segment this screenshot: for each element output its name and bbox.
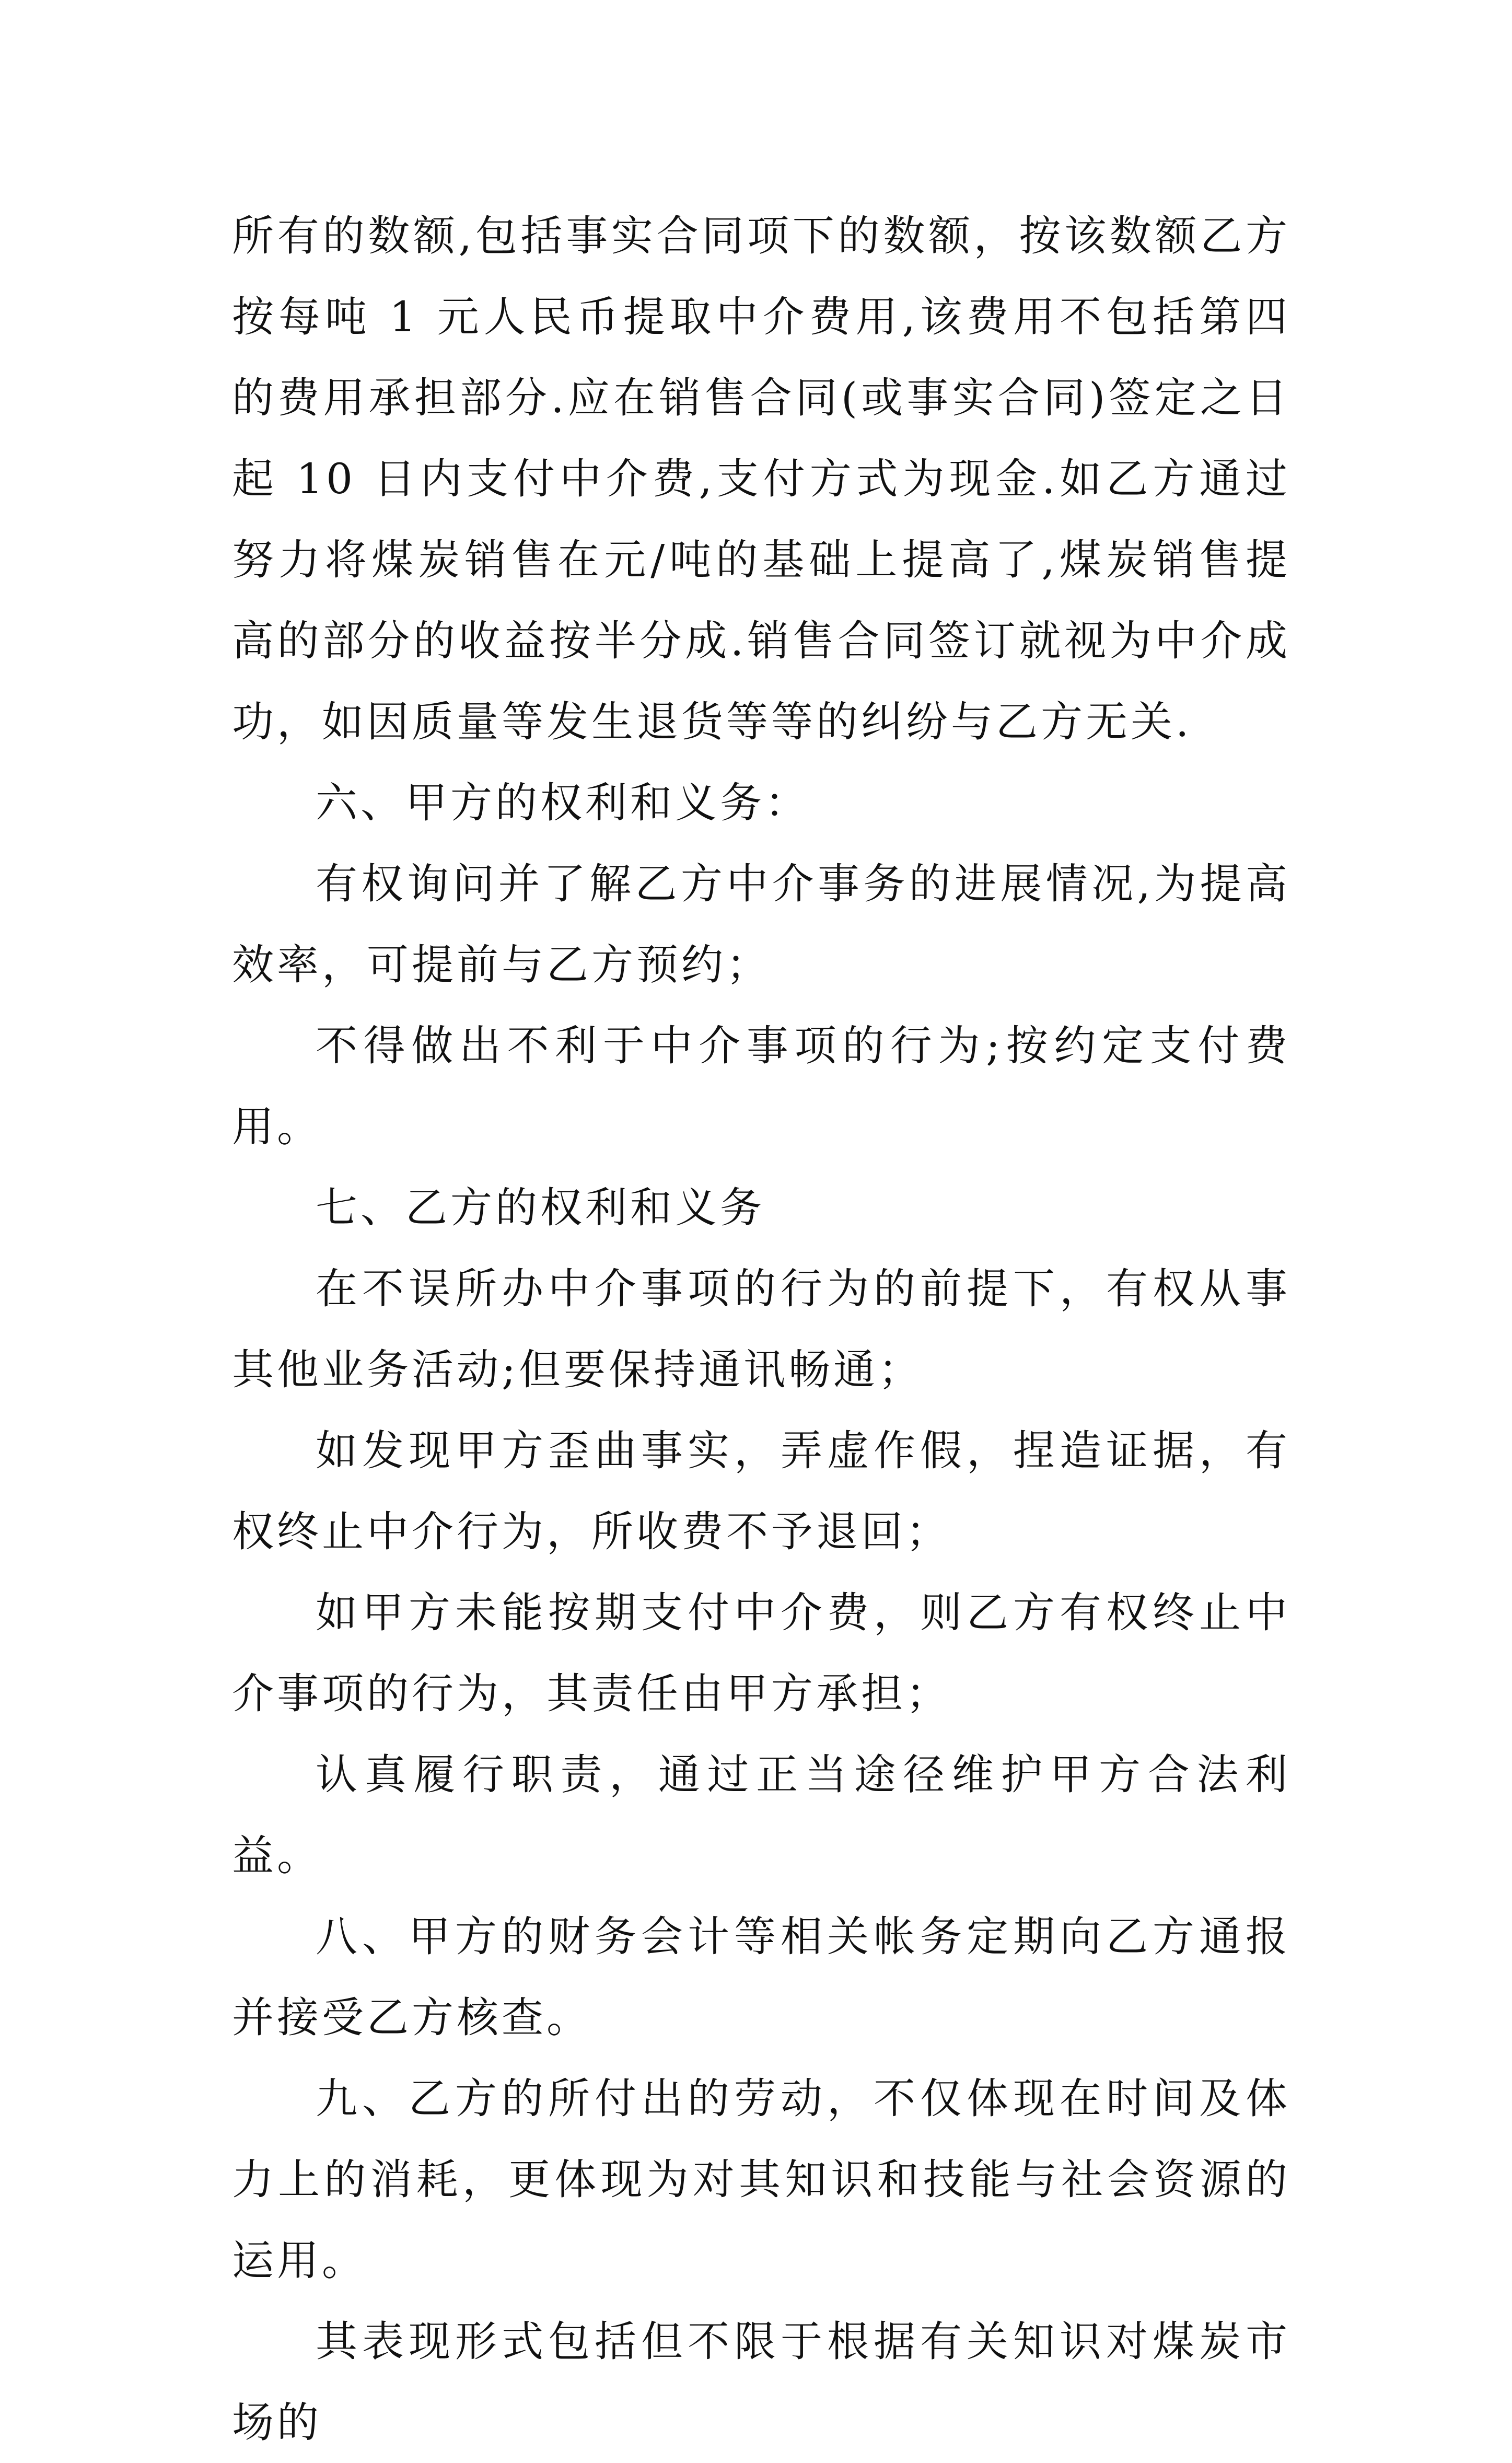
paragraph-party-b-termination-fraud: 如发现甲方歪曲事实，弄虚作假，捏造证据，有权终止中介行为，所收费不予退回； xyxy=(232,1426,1290,1556)
heading-party-a-rights: 六、甲方的权利和义务： xyxy=(316,779,810,827)
paragraph-party-b-termination-payment: 如甲方未能按期支付中介费，则乙方有权终止中介事项的行为，其责任由甲方承担； xyxy=(232,1588,1290,1718)
document-body xyxy=(232,195,1290,2463)
heading-party-b-rights: 七、乙方的权利和义务 xyxy=(316,1183,765,1232)
paragraph-clause-nine: 九、乙方的所付出的劳动，不仅体现在时间及体力上的消耗，更体现为对其知识和技能与社会资源的运用。 xyxy=(232,2074,1290,2285)
paragraph-party-b-other-business: 在不误所办中介事项的行为的前提下，有权从事其他业务活动;但要保持通讯畅通； xyxy=(232,1264,1290,1394)
paragraph-clause-nine-forms: 其表现形式包括但不限于根据有关知识对煤炭市场的 xyxy=(232,2317,1290,2447)
paragraph-party-b-duty: 认真履行职责，通过正当途径维护甲方合法利益。 xyxy=(232,1750,1290,1880)
paragraph-fee-terms: 所有的数额,包括事实合同项下的数额，按该数额乙方按每吨 1 元人民币提取中介费用,该费用不包括第四的费用承担部分.应在销售合同(或事实合同)签定之日起 10 日内支付中介费,支付方式为现金.如乙方通过努力将煤炭销售在元/吨的基础上提高了,煤炭销售提高的部分的收益按半分成.销售合同签订就视为中介成功，如因质量等发生退货等等的纠纷与乙方无关. xyxy=(232,212,1290,746)
paragraph-party-a-right-inquiry: 有权询问并了解乙方中介事务的进展情况,为提高效率，可提前与乙方预约； xyxy=(232,859,1290,989)
paragraph-party-a-obligation: 不得做出不利于中介事项的行为;按约定支付费用。 xyxy=(232,1021,1290,1151)
paragraph-clause-eight: 八、甲方的财务会计等相关帐务定期向乙方通报并接受乙方核查。 xyxy=(232,1912,1290,2042)
